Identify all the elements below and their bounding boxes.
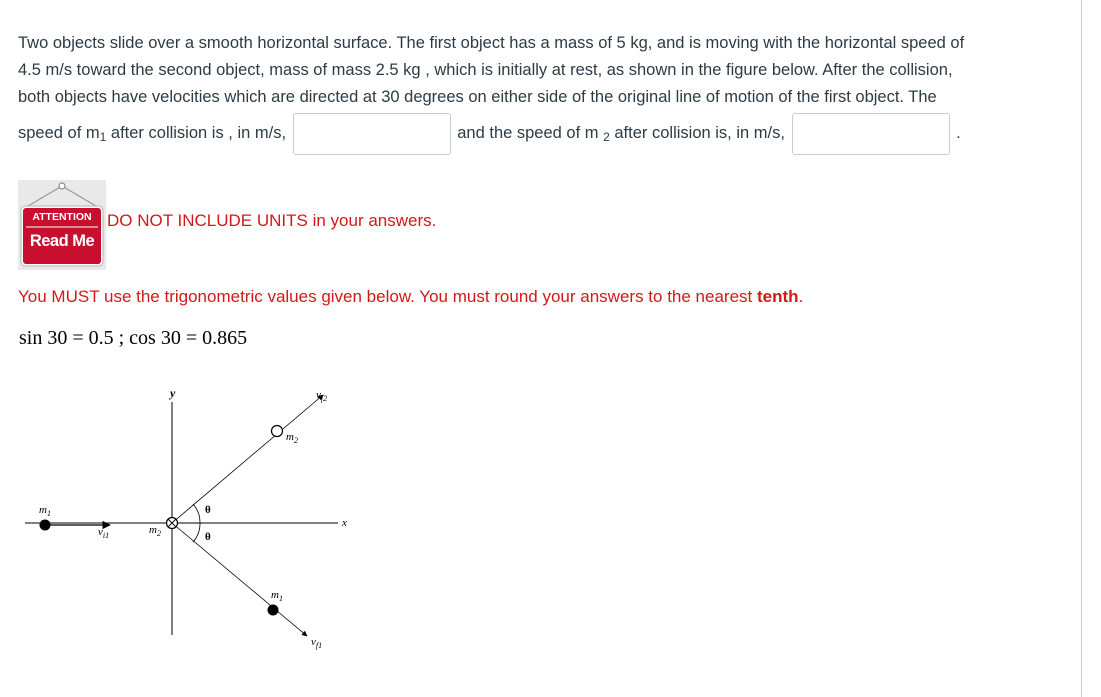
answer-input-speed-m1[interactable] (293, 113, 451, 155)
m1-trajectory (172, 523, 307, 636)
question-line-3: both objects have velocities which are directed at 30 degrees on either side of the original line of motion of the first object. The (18, 88, 937, 106)
vi1-label: $v_{i1}$ (98, 526, 110, 540)
answer-line (18, 111, 1058, 155)
theta-upper: θ (205, 504, 211, 516)
m1-final-label: $m_1$ (271, 589, 283, 603)
speed1-suffix: after collision is , in m/s, (106, 124, 287, 142)
sign-attention-text: ATTENTION (32, 211, 92, 223)
m1-initial-label: $m_1$ (39, 504, 51, 518)
speed1-prefix: speed of m (18, 124, 100, 142)
vf1-label: $v_{f1}$ (311, 636, 323, 650)
units-warning: DO NOT INCLUDE UNITS in your answers. (107, 211, 437, 230)
question-line-1: Two objects slide over a smooth horizontal surface. The first object has a mass of 5 kg, and is moving with the horizontal speed of (18, 34, 965, 52)
trig-values: sin 30 = 0.5 ; cos 30 = 0.865 (19, 327, 248, 349)
m1-final-ball (268, 605, 279, 616)
x-axis-label: x (342, 517, 347, 529)
end-period: . (956, 124, 961, 142)
trig-instruction-bold: tenth (756, 287, 799, 306)
m2-final-label: $m_2$ (286, 431, 298, 445)
theta-lower: θ (205, 531, 211, 543)
trig-instruction-text: You MUST use the trigonometric values given below. You must round your answers to the nearest (18, 287, 757, 306)
speed1-subscript: 1 (99, 130, 107, 144)
speed2-subscript: 2 (603, 130, 610, 144)
m2-trajectory (172, 395, 323, 523)
sign-read-me-text: Read Me (29, 232, 95, 250)
angle-arc-upper (193, 504, 200, 523)
trig-instruction (18, 287, 803, 307)
sign-graphic (18, 180, 106, 270)
vf2-label: $v_{f2}$ (316, 389, 328, 403)
m2-initial-label: $m_2$ (149, 524, 161, 538)
collision-diagram (20, 378, 360, 673)
speed2-suffix: after collision is, in m/s, (609, 124, 785, 142)
angle-arc-lower (193, 523, 200, 542)
answer-input-speed-m2[interactable] (792, 113, 950, 155)
trig-instruction-end: . (798, 287, 804, 306)
m2-final-ball (272, 426, 283, 437)
question-line-2: 4.5 m/s toward the second object, mass of mass 2.5 kg , which is initially at rest, as shown in the figure below. After the collision, (18, 61, 953, 79)
m1-initial-ball (40, 520, 51, 531)
page-right-divider (1081, 0, 1082, 697)
attention-read-me-sign (18, 180, 106, 270)
y-axis-label: y (170, 386, 176, 400)
question-text (18, 30, 1058, 155)
speed2-prefix: and the speed of m (457, 124, 604, 142)
